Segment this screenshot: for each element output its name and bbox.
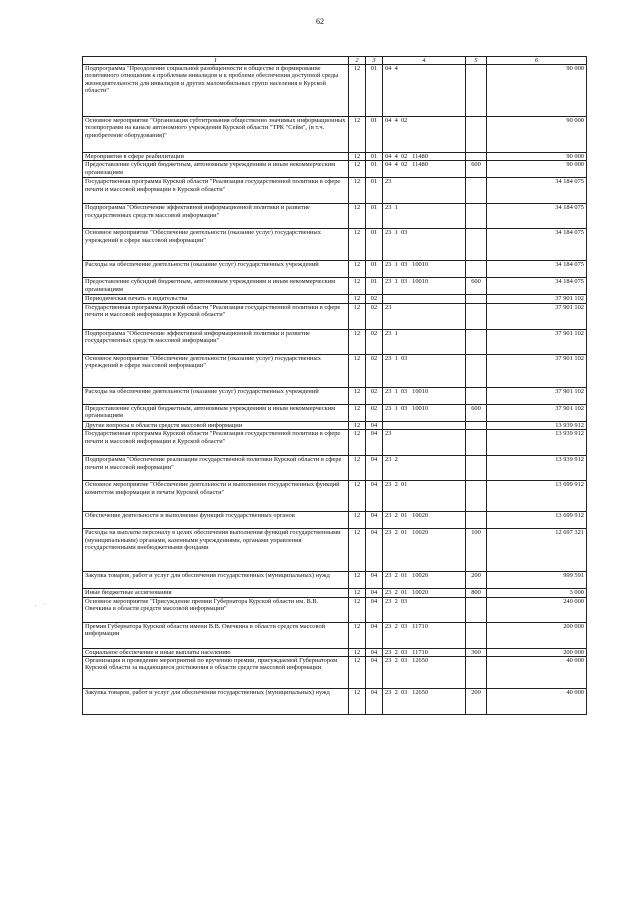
header-cell: 6 (487, 57, 587, 65)
cell-c2: 12 (349, 65, 366, 117)
cell-c4: 23 2 03 11710 (383, 648, 466, 656)
cell-c5 (466, 481, 487, 512)
cell-c5 (466, 303, 487, 329)
cell-c4: 04 4 02 11480 (383, 161, 466, 178)
cell-name: Государственная программа Курской области "Реализация государственной политики в сфере печати и массовой информации в Курской области" (83, 303, 349, 329)
cell-c4: 23 2 03 (383, 597, 466, 622)
header-row (83, 57, 587, 65)
cell-name: Подпрограмма "Преодоление социальной разобщенности в обществе и формирование позитивного отношения к проблемам инвалидов и к проблеме обеспечения доступной среды жизнедеятельности для инвалидов и других маломобильных групп населения в Курской области" (83, 65, 349, 117)
cell-c3: 02 (366, 295, 383, 303)
table-row (83, 295, 587, 303)
cell-name: Обеспечение деятельности и выполнение функций государственных органов (83, 512, 349, 529)
cell-c3: 04 (366, 430, 383, 456)
cell-c2: 12 (349, 657, 366, 689)
cell-c5 (466, 597, 487, 622)
cell-name: Другие вопросы в области средств массовой информации (83, 421, 349, 429)
cell-c3: 04 (366, 421, 383, 429)
cell-c2: 12 (349, 481, 366, 512)
table-row (83, 657, 587, 689)
cell-c3: 01 (366, 161, 383, 178)
header-cell: 2 (349, 57, 366, 65)
cell-c2: 12 (349, 589, 366, 597)
cell-c2: 12 (349, 387, 366, 404)
table-row (83, 622, 587, 648)
cell-c5 (466, 178, 487, 204)
cell-c3: 04 (366, 512, 383, 529)
table-row (83, 178, 587, 204)
cell-name: Социальное обеспечение и иные выплаты населению (83, 648, 349, 656)
table-row (83, 329, 587, 354)
cell-c4: 23 1 (383, 204, 466, 229)
cell-c2: 12 (349, 430, 366, 456)
table-row (83, 589, 587, 597)
cell-c3: 04 (366, 589, 383, 597)
table-row (83, 261, 587, 278)
cell-c5 (466, 204, 487, 229)
cell-name: Периодическая печать и издательства (83, 295, 349, 303)
cell-c2: 12 (349, 278, 366, 295)
cell-c5: 100 (466, 529, 487, 572)
cell-c6: 90 000 (487, 117, 587, 153)
cell-c6: 37 901 102 (487, 404, 587, 421)
cell-name: Мероприятия в сфере реабилитации (83, 153, 349, 161)
table-row (83, 648, 587, 656)
table-row (83, 161, 587, 178)
table-row (83, 204, 587, 229)
table-row (83, 529, 587, 572)
cell-c2: 12 (349, 295, 366, 303)
cell-c2: 12 (349, 261, 366, 278)
cell-c6: 3 000 (487, 589, 587, 597)
cell-c2: 12 (349, 648, 366, 656)
cell-c4: 23 1 03 (383, 354, 466, 387)
cell-name: Основное мероприятие "Организация субтитрования общественно значимых информационных телепрограмм на канале автономного учреждения Курской области "ТРК "Сейм", (в т.ч. приобретение оборудования)" (83, 117, 349, 153)
cell-c6: 34 184 075 (487, 178, 587, 204)
cell-c2: 12 (349, 572, 366, 589)
header-cell: 3 (366, 57, 383, 65)
cell-c5: 200 (466, 572, 487, 589)
table-body (83, 65, 587, 715)
cell-c3: 01 (366, 178, 383, 204)
cell-c4: 23 2 03 12650 (383, 689, 466, 715)
table-row (83, 456, 587, 481)
cell-c2: 12 (349, 597, 366, 622)
cell-name: Подпрограмма "Обеспечение эффективной информационной политики и развитие государственных средств массовой информации" (83, 204, 349, 229)
cell-name: Закупка товаров, работ и услуг для обеспечения государственных (муниципальных) нужд (83, 572, 349, 589)
table-row (83, 278, 587, 295)
cell-c3: 01 (366, 117, 383, 153)
budget-table (82, 56, 587, 715)
table-row (83, 481, 587, 512)
cell-name: Иные бюджетные ассигнования (83, 589, 349, 597)
cell-c3: 04 (366, 572, 383, 589)
cell-c3: 02 (366, 303, 383, 329)
cell-c2: 12 (349, 512, 366, 529)
cell-c6: 240 000 (487, 597, 587, 622)
cell-c3: 04 (366, 481, 383, 512)
header-cell: 1 (83, 57, 349, 65)
cell-name: Организация и проведение мероприятий по вручению премии, присуждаемой Губернатором Курской области за выдающиеся достижения в области средств массовой информации (83, 657, 349, 689)
cell-c2: 12 (349, 117, 366, 153)
table-row (83, 153, 587, 161)
cell-name: Подпрограмма "Обеспечение реализации государственной политики Курской области в сфере печати и массовой информации" (83, 456, 349, 481)
cell-c6: 13 939 912 (487, 421, 587, 429)
cell-name: Предоставление субсидий бюджетным, автономным учреждениям и иным некоммерческим организациям (83, 278, 349, 295)
cell-c3: 04 (366, 689, 383, 715)
cell-name: Основное мероприятие "Присуждение премии Губернатора Курской области им. В.В. Овечкина в области средств массовой информации" (83, 597, 349, 622)
cell-c4: 23 2 (383, 456, 466, 481)
cell-c3: 02 (366, 387, 383, 404)
cell-c6: 37 901 102 (487, 303, 587, 329)
cell-c2: 12 (349, 329, 366, 354)
cell-c2: 12 (349, 456, 366, 481)
cell-c4 (383, 421, 466, 429)
cell-c3: 01 (366, 153, 383, 161)
cell-name: Расходы на обеспечение деятельности (оказание услуг) государственных учреждений (83, 261, 349, 278)
cell-c3: 04 (366, 657, 383, 689)
cell-c4: 23 1 03 10010 (383, 261, 466, 278)
cell-c6: 40 000 (487, 657, 587, 689)
cell-name: Закупка товаров, работ и услуг для обеспечения государственных (муниципальных) нужд (83, 689, 349, 715)
cell-c5 (466, 117, 487, 153)
cell-c6: 34 184 075 (487, 204, 587, 229)
cell-c4: 23 1 03 10010 (383, 278, 466, 295)
cell-name: Основное мероприятие "Обеспечение деятельности (оказание услуг) государственных учреждений в сфере массовой информации" (83, 354, 349, 387)
cell-c2: 12 (349, 161, 366, 178)
cell-c6: 90 000 (487, 153, 587, 161)
cell-c4: 23 2 01 (383, 481, 466, 512)
cell-c6: 37 901 102 (487, 387, 587, 404)
cell-c5 (466, 657, 487, 689)
cell-c4 (383, 295, 466, 303)
cell-c5: 600 (466, 161, 487, 178)
cell-c6: 200 000 (487, 648, 587, 656)
table-row (83, 229, 587, 261)
cell-c2: 12 (349, 529, 366, 572)
cell-c4: 23 1 03 (383, 229, 466, 261)
cell-name: Основное мероприятие "Обеспечение деятельности (оказание услуг) государственных учреждений в сфере массовой информации" (83, 229, 349, 261)
cell-c6: 90 000 (487, 65, 587, 117)
cell-c5 (466, 456, 487, 481)
cell-c6: 12 697 321 (487, 529, 587, 572)
table-row (83, 303, 587, 329)
cell-c3: 04 (366, 648, 383, 656)
cell-c6: 13 939 912 (487, 456, 587, 481)
cell-c5 (466, 387, 487, 404)
table-row (83, 404, 587, 421)
cell-c5: 200 (466, 689, 487, 715)
cell-c5 (466, 512, 487, 529)
cell-c2: 12 (349, 689, 366, 715)
cell-c3: 01 (366, 278, 383, 295)
header-cell: 5 (466, 57, 487, 65)
cell-c2: 12 (349, 229, 366, 261)
cell-name: Предоставление субсидий бюджетным, автономным учреждениям и иным некоммерческим организациям (83, 404, 349, 421)
cell-name: Государственная программа Курской области "Реализация государственной политики в сфере печати и массовой информации в Курской области" (83, 430, 349, 456)
cell-name: Расходы на выплаты персоналу в целях обеспечения выполнения функций государственными (муниципальными) органами, казенными учреждениями, органами управления государственными внебюджетными фондами (83, 529, 349, 572)
cell-c6: 13 699 912 (487, 481, 587, 512)
table-row (83, 597, 587, 622)
cell-c5 (466, 622, 487, 648)
cell-c2: 12 (349, 178, 366, 204)
cell-name: Основное мероприятие "Обеспечение деятельности и выполнения государственных функций комитетом информации и печати Курской области" (83, 481, 349, 512)
cell-c6: 37 901 102 (487, 295, 587, 303)
cell-c5 (466, 229, 487, 261)
cell-c4: 04 4 (383, 65, 466, 117)
cell-c5 (466, 354, 487, 387)
cell-c5: 300 (466, 648, 487, 656)
cell-c6: 34 184 075 (487, 278, 587, 295)
cell-c3: 04 (366, 529, 383, 572)
cell-c6: 200 000 (487, 622, 587, 648)
cell-c4: 23 2 01 10020 (383, 512, 466, 529)
table-row (83, 430, 587, 456)
cell-c2: 12 (349, 303, 366, 329)
cell-name: Подпрограмма "Обеспечение эффективной информационной политики и развитие государственных средств массовой информации" (83, 329, 349, 354)
cell-c5 (466, 430, 487, 456)
cell-c4: 23 1 03 10010 (383, 387, 466, 404)
cell-c5 (466, 153, 487, 161)
cell-c4: 23 2 01 10020 (383, 572, 466, 589)
cell-c3: 01 (366, 65, 383, 117)
cell-c4: 23 2 03 12650 (383, 657, 466, 689)
cell-c6: 40 000 (487, 689, 587, 715)
cell-c6: 13 939 912 (487, 430, 587, 456)
cell-c6: 37 901 102 (487, 329, 587, 354)
cell-c2: 12 (349, 622, 366, 648)
table-row (83, 65, 587, 117)
cell-c6: 90 000 (487, 161, 587, 178)
cell-c4: 23 1 03 10010 (383, 404, 466, 421)
cell-c5 (466, 421, 487, 429)
cell-name: Предоставление субсидий бюджетным, автономным учреждениям и иным некоммерческим организациям (83, 161, 349, 178)
table-row (83, 512, 587, 529)
cell-c3: 01 (366, 204, 383, 229)
cell-c5 (466, 65, 487, 117)
cell-c6: 999 591 (487, 572, 587, 589)
cell-c2: 12 (349, 354, 366, 387)
cell-c3: 02 (366, 354, 383, 387)
margin-dot: . (44, 600, 46, 606)
cell-c5: 600 (466, 404, 487, 421)
cell-c4: 23 (383, 430, 466, 456)
table-row (83, 354, 587, 387)
table-row (83, 421, 587, 429)
cell-c5 (466, 295, 487, 303)
cell-c3: 01 (366, 229, 383, 261)
cell-c3: 04 (366, 456, 383, 481)
cell-c6: 34 184 075 (487, 229, 587, 261)
cell-c4: 23 (383, 178, 466, 204)
cell-c3: 04 (366, 597, 383, 622)
page-number: 62 (316, 17, 324, 26)
table-row (83, 387, 587, 404)
cell-c5 (466, 261, 487, 278)
cell-c4: 23 (383, 303, 466, 329)
header-cell: 4 (383, 57, 466, 65)
cell-c4: 23 1 (383, 329, 466, 354)
cell-c3: 02 (366, 329, 383, 354)
table-row (83, 572, 587, 589)
table-row (83, 689, 587, 715)
cell-c5 (466, 329, 487, 354)
cell-c4: 04 4 02 11480 (383, 153, 466, 161)
cell-c2: 12 (349, 204, 366, 229)
cell-c4: 23 2 01 10020 (383, 529, 466, 572)
margin-dot: . (35, 602, 37, 608)
cell-name: Расходы на обеспечение деятельности (оказание услуг) государственных учреждений (83, 387, 349, 404)
table-row (83, 117, 587, 153)
cell-c3: 01 (366, 261, 383, 278)
cell-c2: 12 (349, 404, 366, 421)
cell-c6: 13 699 912 (487, 512, 587, 529)
cell-c3: 04 (366, 622, 383, 648)
cell-c6: 37 901 102 (487, 354, 587, 387)
cell-c5: 600 (466, 278, 487, 295)
cell-c6: 34 184 075 (487, 261, 587, 278)
cell-c4: 23 2 01 10020 (383, 589, 466, 597)
cell-name: Премия Губернатора Курской области имени В.В. Овечкина в области средств массовой информации (83, 622, 349, 648)
cell-name: Государственная программа Курской области "Реализация государственной политики в сфере печати и массовой информации в Курской области" (83, 178, 349, 204)
cell-c5: 800 (466, 589, 487, 597)
cell-c2: 12 (349, 153, 366, 161)
cell-c3: 02 (366, 404, 383, 421)
cell-c4: 04 4 02 (383, 117, 466, 153)
cell-c2: 12 (349, 421, 366, 429)
cell-c4: 23 2 03 11710 (383, 622, 466, 648)
